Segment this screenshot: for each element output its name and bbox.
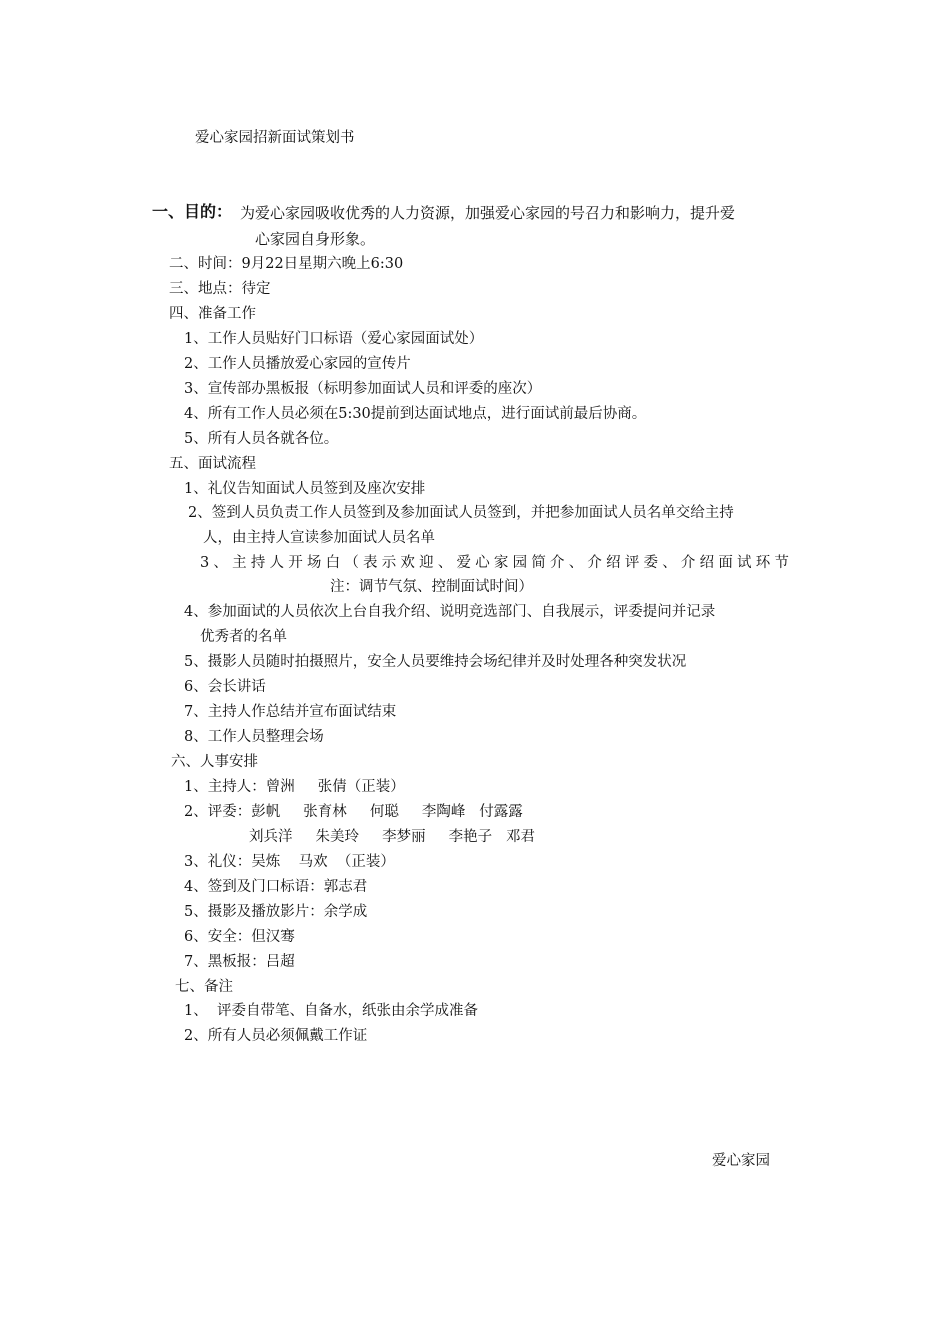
staff-item: 6、安全：但汉骞 <box>184 929 295 945</box>
staff-item: 1、主持人：曾洲 张倩（正装） <box>184 779 405 795</box>
time-line: 二、时间：9月22日星期六晚上6:30 <box>169 256 404 272</box>
prep-heading: 四、准备工作 <box>169 306 256 322</box>
flow-heading: 五、面试流程 <box>169 456 256 472</box>
flow-item: 4、参加面试的人员依次上台自我介绍、说明竞选部门、自我展示，评委提问并记录 <box>184 604 716 620</box>
signature: 爱心家园 <box>712 1153 770 1169</box>
prep-item: 3、宣传部办黑板报（标明参加面试人员和评委的座次） <box>184 381 542 397</box>
prep-item: 1、工作人员贴好门口标语（爱心家园面试处） <box>184 331 484 347</box>
flow-item: 1、礼仪告知面试人员签到及座次安排 <box>184 481 426 497</box>
flow-item: 6、会长讲话 <box>184 679 266 695</box>
staff-item: 4、签到及门口标语：郭志君 <box>184 879 368 895</box>
flow-item-continued: 人，由主持人宣读参加面试人员名单 <box>203 530 435 546</box>
staff-item-continued: 刘兵洋 朱美玲 李梦丽 李艳子 邓君 <box>249 829 535 845</box>
flow-item-note: 注：调节气氛、控制面试时间） <box>330 579 533 595</box>
flow-item: 3、主持人开场白（表示欢迎、爱心家园简介、介绍评委、介绍面试环节 <box>200 555 794 571</box>
flow-item: 7、主持人作总结并宣布面试结束 <box>184 704 397 720</box>
flow-item: 5、摄影人员随时拍摄照片，安全人员要维持会场纪律并及时处理各种突发状况 <box>184 654 687 670</box>
prep-item: 5、所有人员各就各位。 <box>184 431 339 447</box>
staff-item: 5、摄影及播放影片：余学成 <box>184 904 368 920</box>
flow-item: 8、工作人员整理会场 <box>184 729 324 745</box>
place-line: 三、地点：待定 <box>169 281 271 297</box>
purpose-label: 一、目的： <box>152 202 233 221</box>
purpose-text-line1: 为爱心家园吸收优秀的人力资源，加强爱心家园的号召力和影响力，提升爱 <box>240 204 736 222</box>
staff-item: 3、礼仪：吴炼 马欢 （正装） <box>184 854 395 870</box>
staff-item: 2、评委：彭帆 张育林 何聪 李陶峰 付露露 <box>184 804 523 820</box>
notes-item: 2、所有人员必须佩戴工作证 <box>184 1028 368 1044</box>
staff-item: 7、黑板报：吕超 <box>184 954 295 970</box>
prep-item: 4、所有工作人员必须在5:30提前到达面试地点，进行面试前最后协商。 <box>184 406 647 422</box>
flow-item-continued: 优秀者的名单 <box>200 629 287 645</box>
notes-heading: 七、备注 <box>175 979 233 995</box>
notes-item: 1、 评委自带笔、自备水，纸张由余学成准备 <box>184 1003 478 1019</box>
flow-item: 2、签到人员负责工作人员签到及参加面试人员签到，并把参加面试人员名单交给主持 <box>188 505 734 521</box>
prep-item: 2、工作人员播放爱心家园的宣传片 <box>184 356 411 372</box>
staff-heading: 六、人事安排 <box>171 754 258 770</box>
purpose-text-line2: 心家园自身形象。 <box>255 230 376 248</box>
doc-title: 爱心家园招新面试策划书 <box>195 130 355 146</box>
